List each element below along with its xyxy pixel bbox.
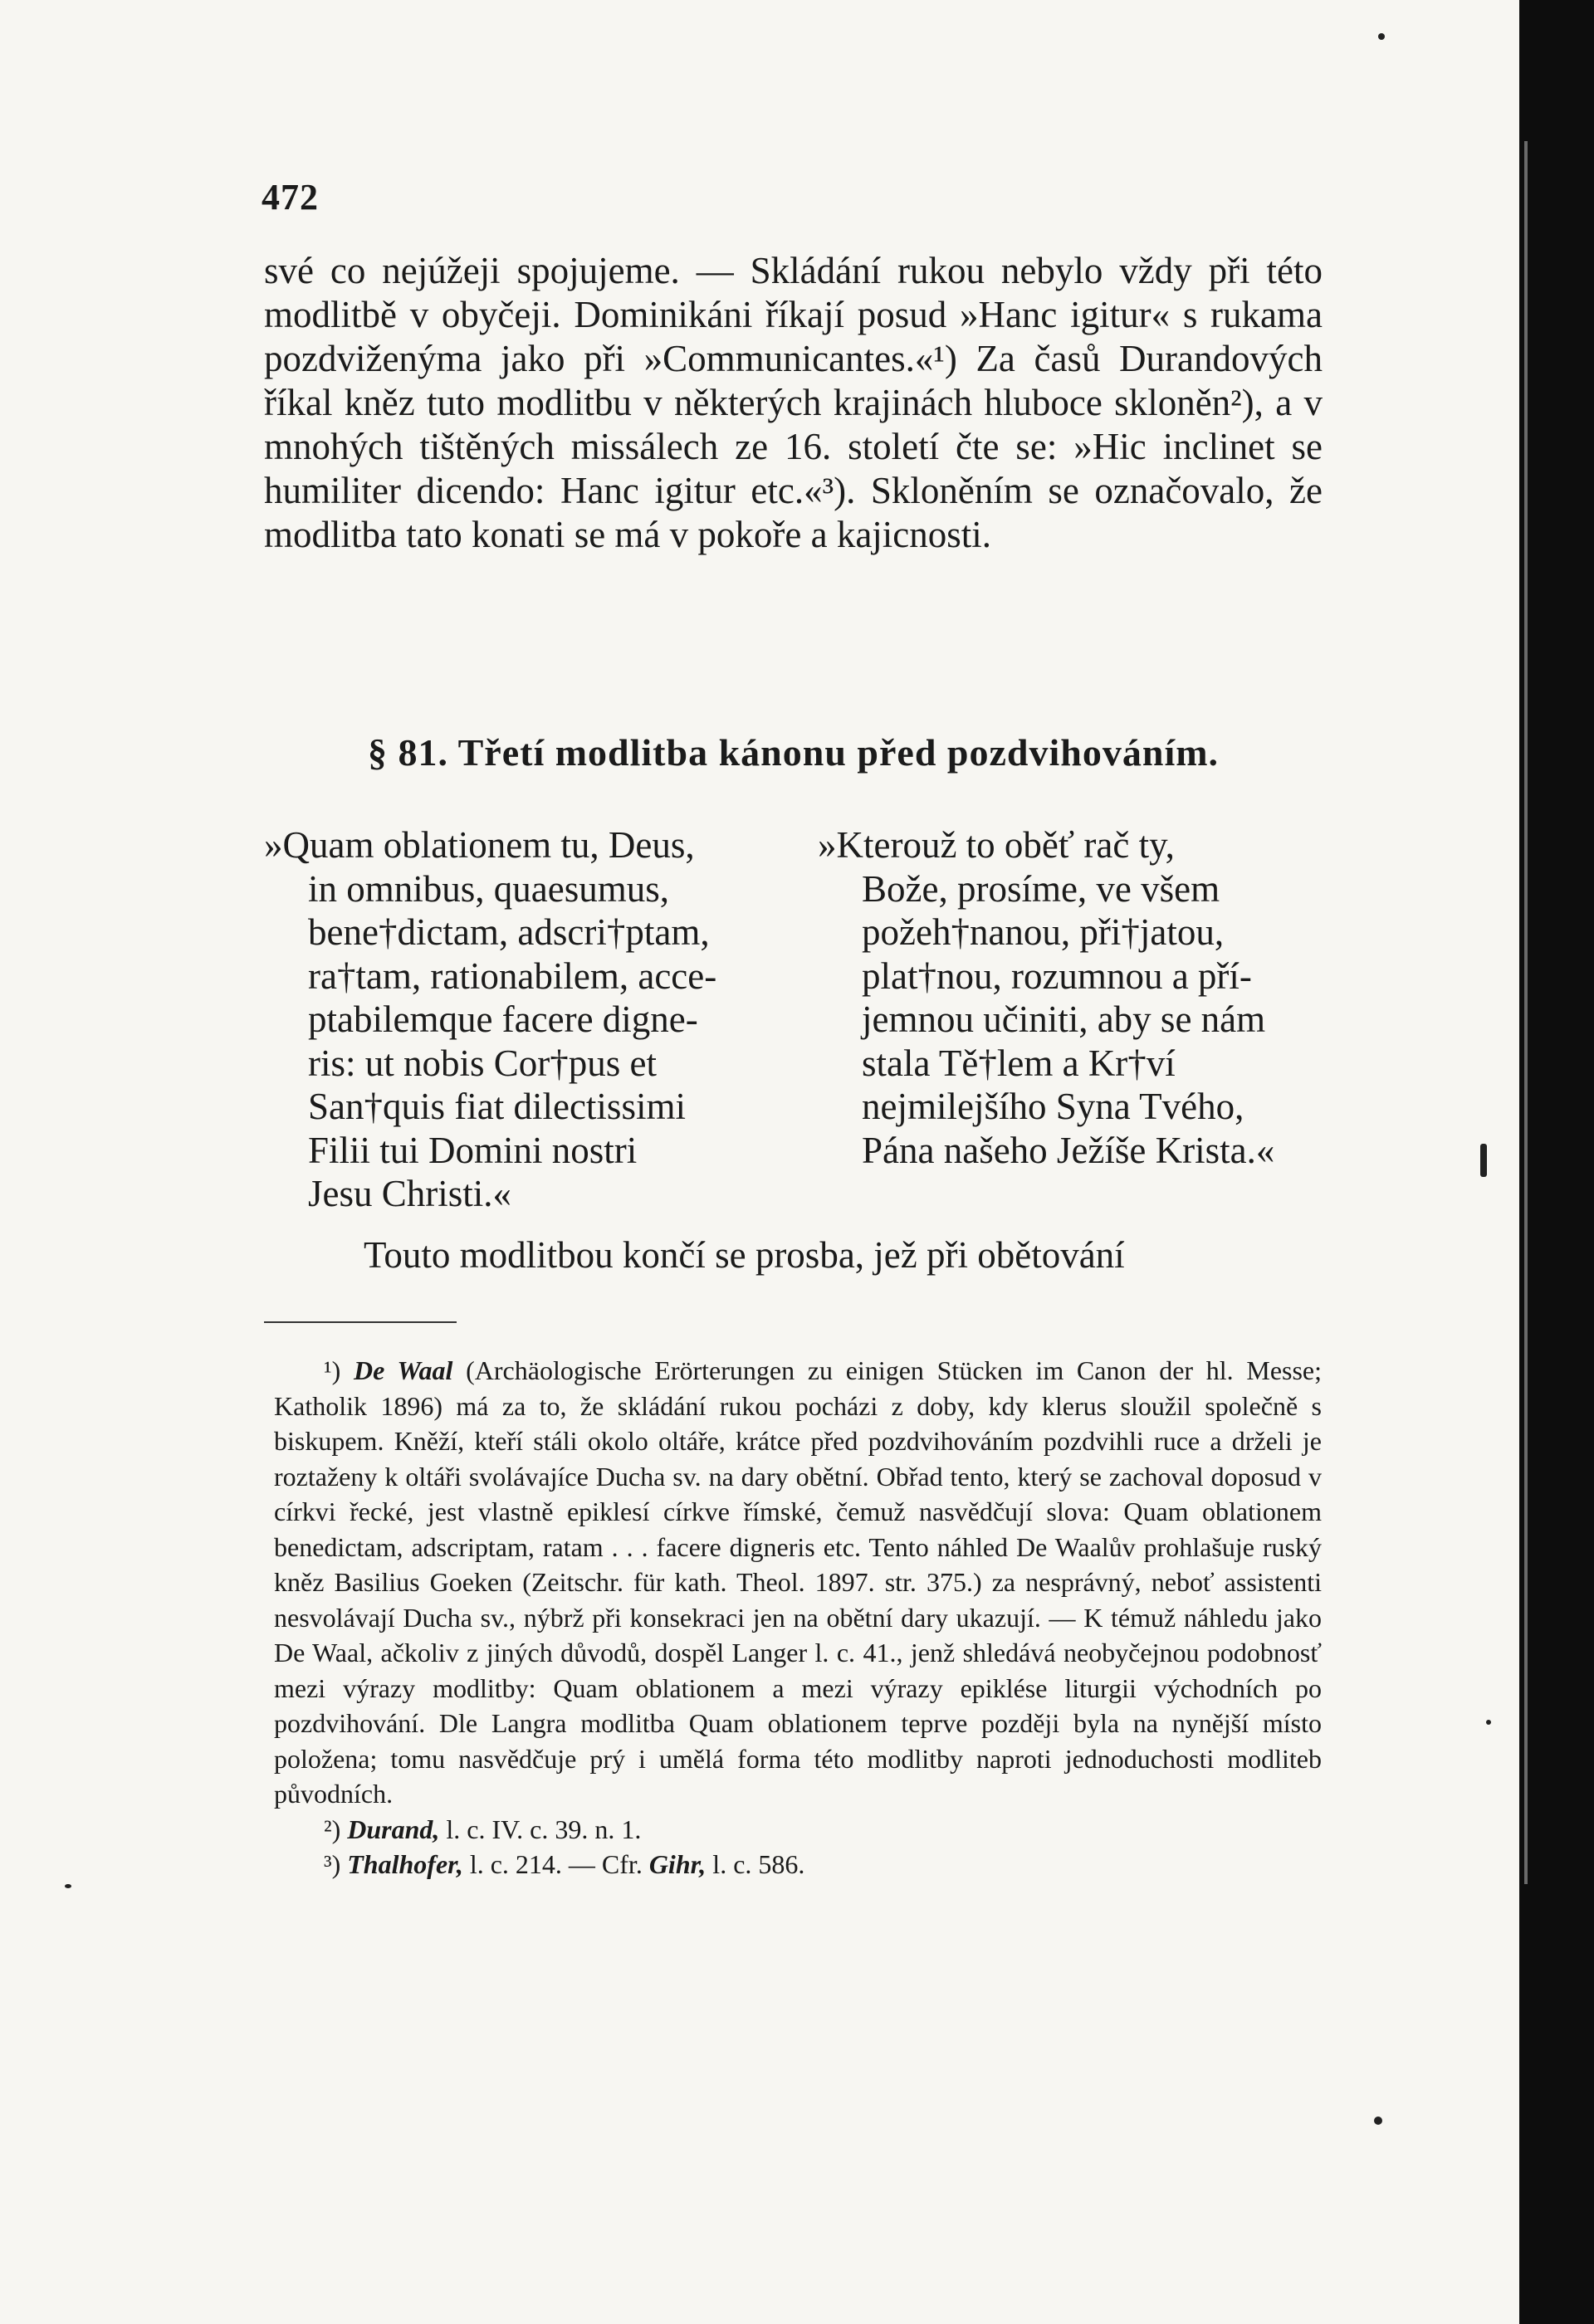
binding-line	[1524, 141, 1528, 1884]
latin-line: bene†dictam, adscri†ptam,	[308, 911, 710, 953]
czech-line: požeh†nanou, při†jatou,	[862, 911, 1225, 953]
footnote-author: De Waal	[353, 1355, 453, 1385]
paragraph-text: své co nejúžeji spojujeme. — Skládání rukou nebylo vždy při této modlitbě v obyčeji. Dominikáni říkají posud »Hanc igitur« s rukama pozdviženýma jako při »Communicantes.«¹) Za časů Durandových říkal kněz tuto modlitbu v některých krajinách hluboce skloněn²), a v mnohých tištěných missálech ze 16. století čte se: »Hic inclinet se humiliter dicendo: Hanc igitur etc.«³). Skloněním se označovalo, že modlitba tato konati se má v pokoře a kajicnosti.	[264, 250, 1323, 555]
footnote-1	[274, 1353, 1322, 1812]
continuation-line: Touto modlitbou končí se prosba, jež při obětování	[364, 1234, 1125, 1276]
main-paragraph	[264, 249, 1323, 557]
czech-line: »Kterouž to oběť rač ty,	[818, 824, 1175, 866]
latin-line: ra†tam, rationabilem, acce-	[308, 954, 717, 997]
czech-prayer-column	[818, 823, 1324, 1172]
ink-speck	[1480, 1144, 1487, 1177]
latin-line: in omnibus, quaesumus,	[308, 867, 669, 910]
czech-line: plat†nou, rozumnou a pří-	[862, 954, 1252, 997]
footnote-marker: ¹)	[324, 1355, 341, 1385]
footnote-3	[274, 1847, 1322, 1882]
footnotes	[274, 1353, 1322, 1882]
page-number: 472	[262, 177, 319, 217]
footnote-author: Durand,	[347, 1814, 440, 1844]
czech-line: stala Tě†lem a Kr†ví	[862, 1042, 1176, 1084]
latin-line: ris: ut nobis Cor†pus et	[308, 1042, 658, 1084]
latin-prayer-column	[264, 823, 783, 1216]
footnote-marker: ²)	[324, 1814, 341, 1844]
ink-speck	[1378, 33, 1385, 40]
ink-speck	[1486, 1720, 1491, 1725]
footnote-text: (Archäologische Erörterungen zu einigen Stücken im Canon der hl. Messe; Katholik 1896) má za to, že skládání rukou pocházi z doby, kdy klerus sloužil společně s biskupem. Kněží, kteří stáli okolo oltáře, krátce před pozdvihováním pozdvihli ruce a drželi je roztaženy k oltáři svolávajíce Ducha sv. na dary obětní. Obřad tento, který se zachoval doposud v církvi řecké, jest vlastně epiklesí církve římské, čemuž nasvědčují slova: Quam oblationem benedictam, adscriptam, ratam . . . facere digneris etc. Tento náhled De Waalův prohlašuje ruský kněz Basilius Goeken (Zeitschr. für kath. Theol. 1897. str. 375.) za nesprávný, neboť assistenti nesvolávají Ducha sv., nýbrž při konsekraci jen na obětní dary ukazují. — K témuž náhledu jako De Waal, ačkoliv z jiných důvodů, dospěl Langer l. c. 41., jenž shledává neobyčejnou podobnosť mezi výrazy modlitby: Quam oblationem a mezi výrazy epiklése liturgii východních po pozdvihování. Dle Langra modlitba Quam oblationem teprve později byla na nynější místo položena; tomu nasvědčuje prý i umělá forma této modlitby naproti jednoduchosti modliteb původních.	[274, 1355, 1323, 1809]
footnote-author: Thalhofer,	[347, 1849, 463, 1879]
latin-line: Jesu Christi.«	[308, 1173, 512, 1214]
footnote-divider	[264, 1321, 457, 1323]
footnote-text: l. c. 586.	[712, 1849, 805, 1879]
book-binding-edge	[1519, 0, 1594, 2324]
footnote-text: l. c. 214. — Cfr.	[469, 1849, 643, 1879]
latin-line: ptabilemque facere digne-	[308, 998, 698, 1040]
czech-line: Bože, prosíme, ve všem	[862, 867, 1220, 910]
ink-speck	[65, 1884, 71, 1888]
ink-speck	[1374, 2116, 1382, 2125]
czech-line: Pána našeho Ježíše Krista.«	[862, 1129, 1275, 1171]
czech-line: jemnou učiniti, aby se nám	[862, 998, 1266, 1040]
latin-line: »Quam oblationem tu, Deus,	[264, 824, 695, 866]
latin-line: San†quis fiat dilectissimi	[308, 1086, 686, 1127]
footnote-2	[274, 1812, 1322, 1848]
footnote-text: l. c. IV. c. 39. n. 1.	[446, 1814, 642, 1844]
latin-line: Filii tui Domini nostri	[308, 1129, 638, 1171]
czech-line: nejmilejšího Syna Tvého,	[862, 1086, 1244, 1127]
footnote-author: Gihr,	[648, 1849, 707, 1879]
footnote-marker: ³)	[324, 1849, 341, 1879]
section-heading: § 81. Třetí modlitba kánonu před pozdvihováním.	[367, 731, 1220, 774]
